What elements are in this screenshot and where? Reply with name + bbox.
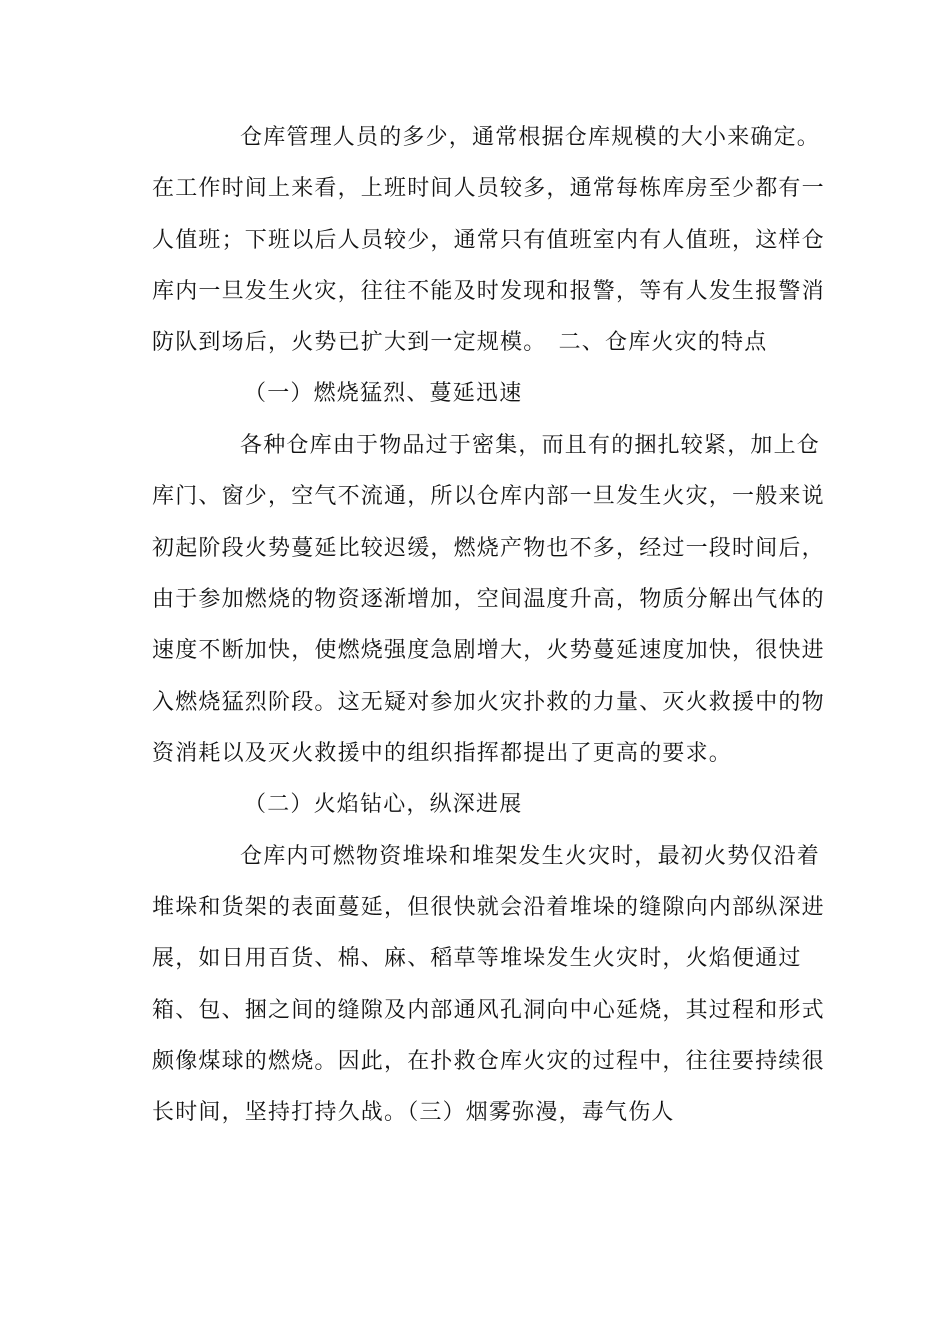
paragraph-line: 在工作时间上来看，上班时间人员较多，通常每栋库房至少都有一 [152,176,825,201]
paragraph-line: 颇像煤球的燃烧。因此，在扑救仓库火灾的过程中，往往要持续很 [152,1049,825,1074]
paragraph-line: 长时间，坚持打持久战。（三）烟雾弥漫，毒气伤人 [152,1100,675,1125]
paragraph-line: 速度不断加快，使燃烧强度急剧增大，火势蔓延速度加快，很快进 [152,638,825,663]
paragraph-line: 各种仓库由于物品过于密集，而且有的捆扎较紧，加上仓 [240,433,821,458]
paragraph-line: 防队到场后，火势已扩大到一定规模。 二、仓库火灾的特点 [152,330,768,355]
section-heading: （二）火焰钻心，纵深进展 [244,792,523,817]
paragraph-line: 展，如日用百货、棉、麻、稻草等堆垛发生火灾时，火焰便通过 [152,946,802,971]
paragraph-line: 库内一旦发生火灾，往往不能及时发现和报警，等有人发生报警消 [152,279,825,304]
paragraph-line: 人值班；下班以后人员较少，通常只有值班室内有人值班，这样仓 [152,228,825,253]
paragraph-line: 仓库管理人员的多少，通常根据仓库规模的大小来确定。 [240,125,821,150]
paragraph-line: 堆垛和货架的表面蔓延，但很快就会沿着堆垛的缝隙向内部纵深进 [152,895,825,920]
paragraph-line: 箱、包、捆之间的缝隙及内部通风孔洞向中心延烧，其过程和形式 [152,998,825,1023]
paragraph-line: 仓库内可燃物资堆垛和堆架发生火灾时，最初火势仅沿着 [240,844,821,869]
paragraph-line: 资消耗以及灭火救援中的组织指挥都提出了更高的要求。 [152,741,733,766]
paragraph-line: 初起阶段火势蔓延比较迟缓，燃烧产物也不多，经过一段时间后， [152,536,825,561]
paragraph-line: 由于参加燃烧的物资逐渐增加，空间温度升高，物质分解出气体的 [152,587,825,612]
paragraph-line: 入燃烧猛烈阶段。这无疑对参加火灾扑救的力量、灭火救援中的物 [152,690,825,715]
section-heading: （一）燃烧猛烈、蔓延迅速 [244,381,523,406]
paragraph-line: 库门、窗少，空气不流通，所以仓库内部一旦发生火灾，一般来说 [152,484,825,509]
